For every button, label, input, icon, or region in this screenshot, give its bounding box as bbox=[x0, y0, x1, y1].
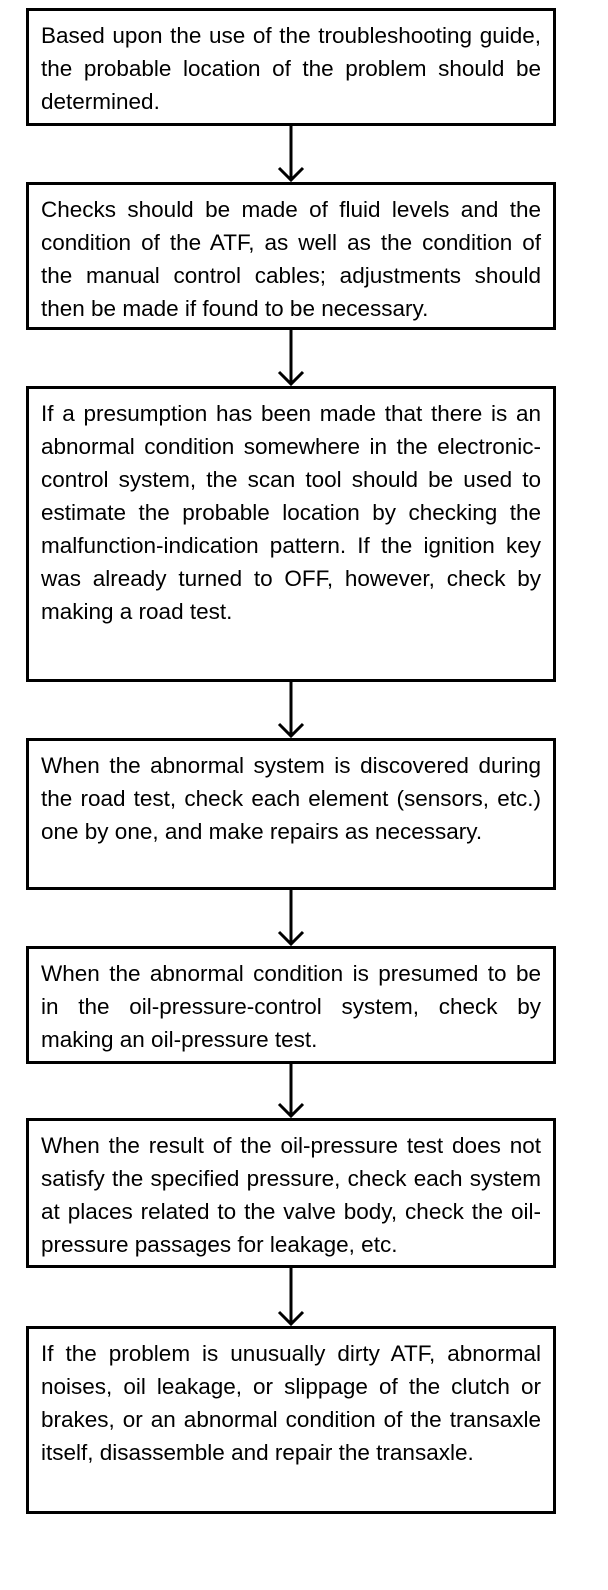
flow-step-7-text: If the problem is unusually dirty ATF, abnormal noises, oil leakage, or slippage of the clutch or brakes, or an abnormal condition of the transaxle itself, disassemble and repair the transaxle. bbox=[41, 1341, 541, 1465]
flow-step-5-text: When the abnormal condition is presumed to be in the oil-pressure-control system, check by making an oil-pressure test. bbox=[41, 961, 541, 1052]
flow-arrow-1 bbox=[276, 126, 306, 182]
flow-arrow-6 bbox=[276, 1268, 306, 1326]
flow-step-6-text: When the result of the oil-pressure test does not satisfy the specified pressure, check each system at places related to the valve body, check the oil-pressure passages for leakage, etc. bbox=[41, 1133, 541, 1257]
flow-step-6 bbox=[26, 1118, 556, 1268]
flow-step-4 bbox=[26, 738, 556, 890]
flow-step-7 bbox=[26, 1326, 556, 1514]
flow-step-2-text: Checks should be made of fluid levels and the condition of the ATF, as well as the condition of the manual control cables; adjustments should then be made if found to be necessary. bbox=[41, 197, 541, 321]
flow-arrow-3 bbox=[276, 682, 306, 738]
flow-step-4-text: When the abnormal system is discovered during the road test, check each element (sensors, etc.) one by one, and make repairs as necessary. bbox=[41, 753, 541, 844]
flow-step-3 bbox=[26, 386, 556, 682]
flow-arrow-2 bbox=[276, 330, 306, 386]
flow-step-2 bbox=[26, 182, 556, 330]
flow-arrow-5 bbox=[276, 1064, 306, 1118]
flow-step-1-text: Based upon the use of the troubleshooting guide, the probable location of the problem should be determined. bbox=[41, 23, 541, 114]
flow-arrow-4 bbox=[276, 890, 306, 946]
flow-step-1 bbox=[26, 8, 556, 126]
flow-step-5 bbox=[26, 946, 556, 1064]
flow-step-3-text: If a presumption has been made that there is an abnormal condition somewhere in the electronic-control system, the scan tool should be used to estimate the probable location by checking the malfunction-indication pattern. If the ignition key was already turned to OFF, however, check by making a road test. bbox=[41, 401, 541, 624]
